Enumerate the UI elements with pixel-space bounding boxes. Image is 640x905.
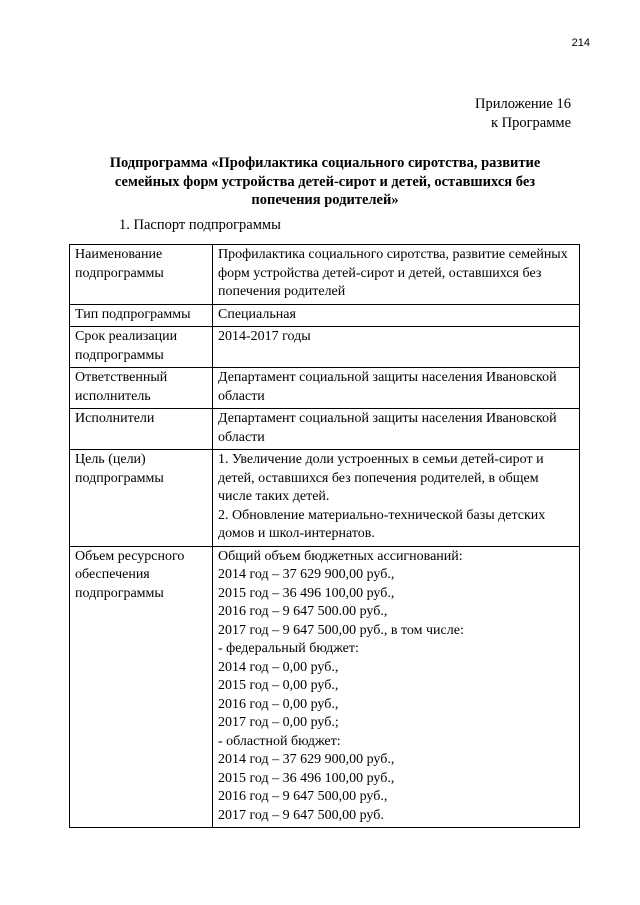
row-value-line: 2014-2017 годы <box>218 329 311 344</box>
row-label-line: подпрограммы <box>75 470 164 486</box>
row-value-line: 2015 год – 0,00 руб., <box>218 678 339 693</box>
row-value-line: 2015 год – 36 496 100,00 руб., <box>218 770 395 786</box>
row-label-line: подпрограммы <box>75 585 164 601</box>
row-label-cell <box>70 409 213 450</box>
row-value-cell <box>213 409 580 450</box>
document-title <box>70 154 580 210</box>
row-value-cell <box>213 368 580 409</box>
row-value-line: - федеральный бюджет: <box>218 641 359 656</box>
row-value-line: 2. Обновление материально-технической базы детских домов и школ-интернатов. <box>218 507 546 541</box>
row-value-cell <box>213 327 580 368</box>
row-label-line: Цель (цели) <box>75 452 146 467</box>
appendix-reference <box>475 95 571 133</box>
row-label-cell <box>70 450 213 547</box>
row-label-line: исполнитель <box>75 388 151 404</box>
row-label-cell <box>70 245 213 305</box>
table-row <box>70 450 580 547</box>
row-value-cell <box>213 546 580 828</box>
row-value-line: 1. Увеличение доли устроенных в семьи детей-сирот и детей, оставшихся без попечения родителей, в общем числе таких детей. <box>218 452 544 504</box>
row-value-line: 2017 год – 9 647 500,00 руб. <box>218 807 384 823</box>
row-value-line: 2016 год – 9 647 500.00 руб., <box>218 604 388 619</box>
row-value-line: 2014 год – 37 629 900,00 руб., <box>218 567 395 582</box>
row-label-line: Наименование <box>75 247 163 262</box>
row-label-line: Объем ресурсного <box>75 548 185 564</box>
section-heading: 1. Паспорт подпрограммы <box>119 217 281 233</box>
row-label-cell <box>70 327 213 368</box>
row-label-line: подпрограммы <box>75 347 164 363</box>
row-value-line: Департамент социальной защиты населения Ивановской области <box>218 370 557 404</box>
table-row <box>70 304 580 327</box>
table-row <box>70 546 580 828</box>
row-value-cell <box>213 304 580 327</box>
row-value-line: - областной бюджет: <box>218 733 341 749</box>
row-value-line: 2015 год – 36 496 100,00 руб., <box>218 585 395 601</box>
passport-table-body <box>70 245 580 828</box>
row-value-line: 2016 год – 9 647 500,00 руб., <box>218 789 388 804</box>
row-label-line: подпрограммы <box>75 265 164 281</box>
row-value-line: Специальная <box>218 306 296 322</box>
row-value-cell <box>213 245 580 305</box>
appendix-line: к Программе <box>490 115 571 131</box>
row-label-line: Ответственный <box>75 370 168 385</box>
row-label-cell <box>70 546 213 828</box>
row-label-cell <box>70 368 213 409</box>
row-label-line: Срок реализации <box>75 329 178 344</box>
row-value-line: 2016 год – 0,00 руб., <box>218 696 339 712</box>
appendix-line: Приложение 16 <box>475 96 571 112</box>
page-number: 214 <box>571 37 590 49</box>
row-label-line: обеспечения <box>75 567 150 582</box>
table-row <box>70 327 580 368</box>
row-value-line: Профилактика социального сиротства, развитие семейных форм устройства детей-сирот и детей, оставшихся без попечения родителей <box>218 247 568 299</box>
row-value-line: 2017 год – 9 647 500,00 руб., в том числе: <box>218 622 464 638</box>
table-row <box>70 368 580 409</box>
row-label-line: Тип подпрограммы <box>75 306 191 322</box>
row-value-line: Департамент социальной защиты населения Ивановской области <box>218 411 557 445</box>
row-value-line: 2017 год – 0,00 руб.; <box>218 715 339 730</box>
title-line: попечения родителей» <box>251 192 399 208</box>
table-row <box>70 409 580 450</box>
title-line: Подпрограмма «Профилактика социального сиротства, развитие <box>109 155 541 171</box>
row-label-line: Исполнители <box>75 411 155 426</box>
row-value-line: Общий объем бюджетных ассигнований: <box>218 548 463 564</box>
row-value-line: 2014 год – 0,00 руб., <box>218 659 339 675</box>
row-label-cell <box>70 304 213 327</box>
table-row <box>70 245 580 305</box>
title-line: семейных форм устройства детей-сирот и детей, оставшихся без <box>114 173 536 190</box>
row-value-cell <box>213 450 580 547</box>
passport-table <box>69 244 580 828</box>
row-value-line: 2014 год – 37 629 900,00 руб., <box>218 752 395 767</box>
